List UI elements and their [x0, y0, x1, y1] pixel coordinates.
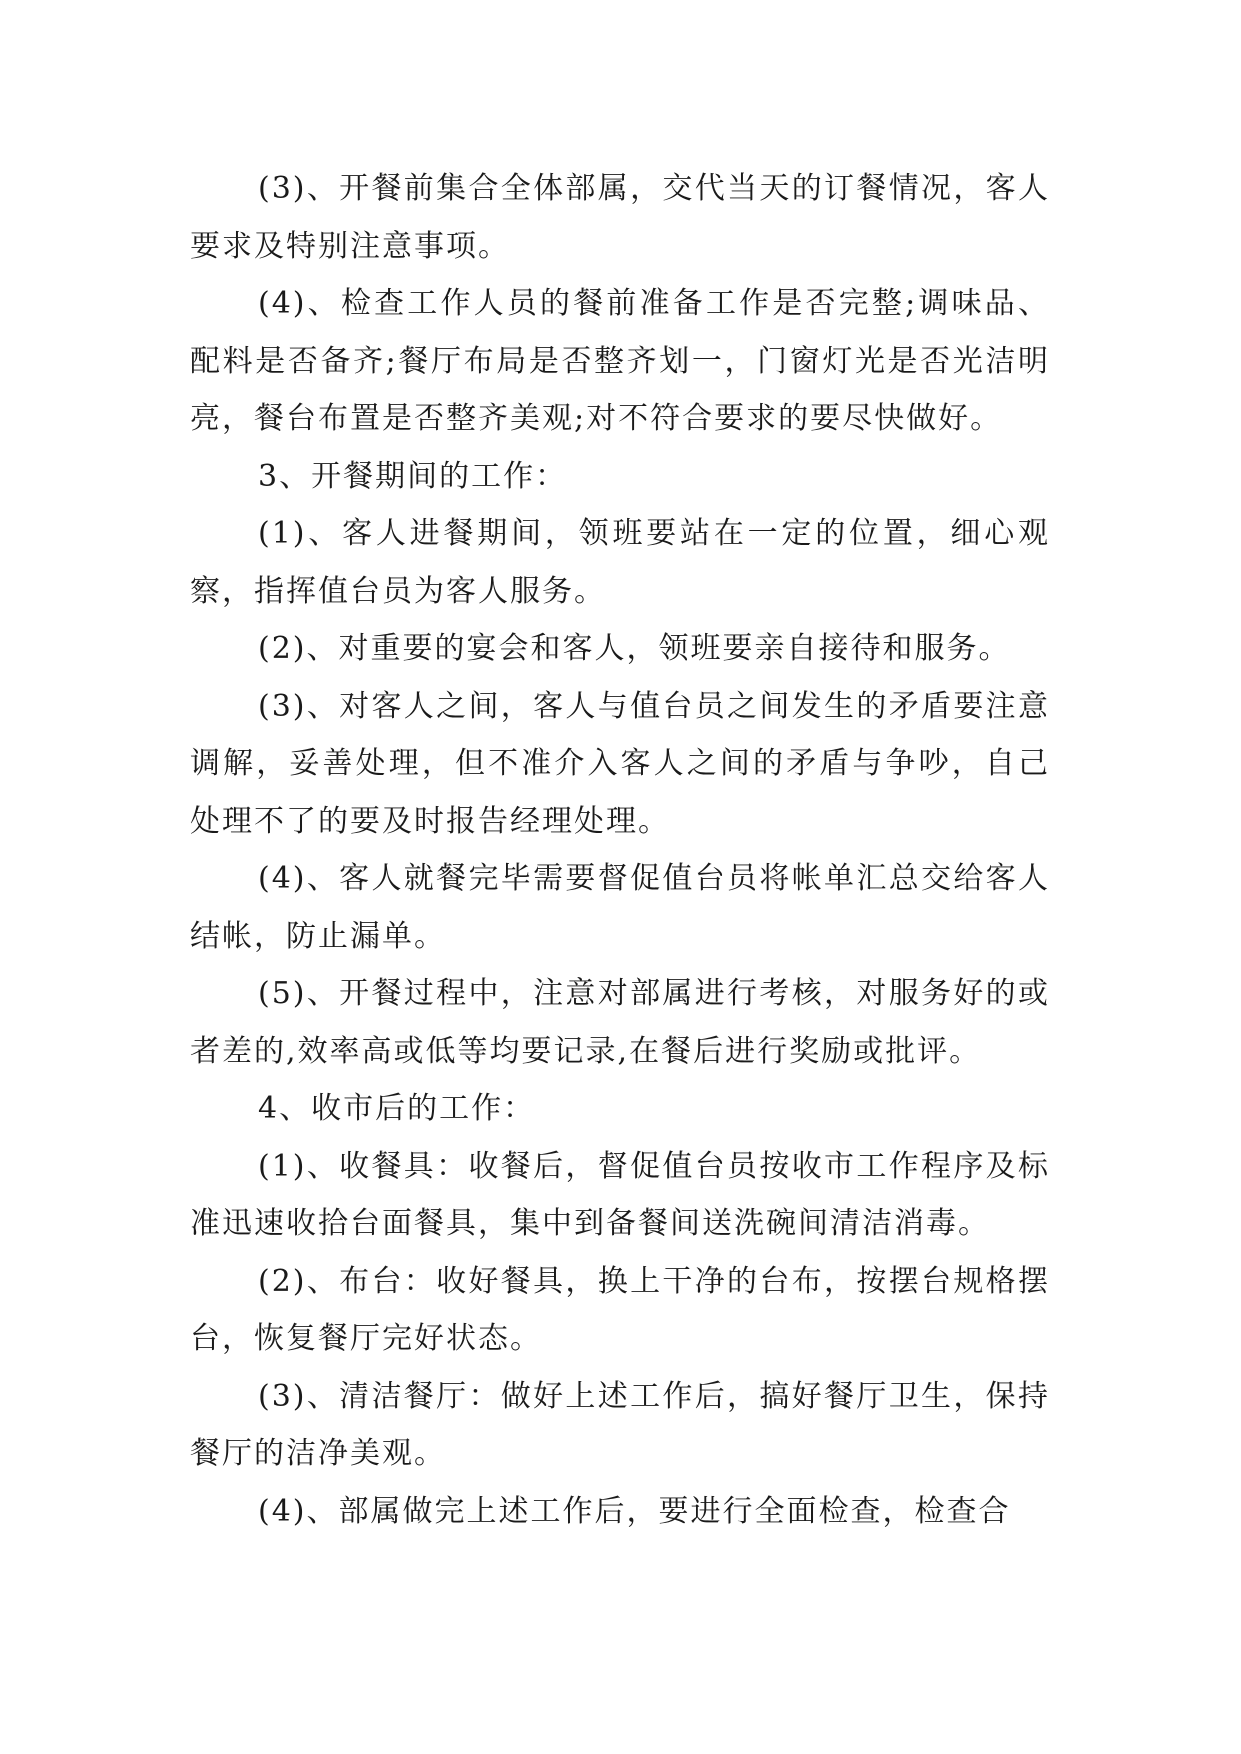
document-body	[190, 160, 1050, 1540]
paragraph-3-clean-restaurant: (3)、清洁餐厅：做好上述工作后，搞好餐厅卫生，保持餐厅的洁净美观。	[190, 1378, 1050, 1471]
paragraph-1-observe-guests: (1)、客人进餐期间，领班要站在一定的位置，细心观察，指挥值台员为客人服务。	[190, 516, 1050, 609]
paragraph-2-important-guests: (2)、对重要的宴会和客人，领班要亲自接待和服务。	[258, 631, 1011, 666]
paragraph-4-preparation-check: (4)、检查工作人员的餐前准备工作是否完整;调味品、配料是否备齐;餐厅布局是否整齐划一，门窗灯光是否光洁明亮，餐台布置是否整齐美观;对不符合要求的要尽快做好。	[190, 286, 1050, 436]
paragraph-3-conflict-mediation: (3)、对客人之间，客人与值台员之间发生的矛盾要注意调解，妥善处理，但不准介入客人之间的矛盾与争吵，自己处理不了的要及时报告经理处理。	[190, 688, 1050, 839]
section-heading-after-closing: 4、收市后的工作：	[258, 1091, 536, 1126]
paragraph-5-staff-assessment: (5)、开餐过程中，注意对部属进行考核，对服务好的或者差的,效率高或低等均要记录,在餐后进行奖励或批评。	[190, 976, 1050, 1069]
paragraph-4-final-inspection: (4)、部属做完上述工作后，要进行全面检查，检查合	[258, 1493, 1011, 1529]
paragraph-3-morning-briefing: (3)、开餐前集合全体部属，交代当天的订餐情况，客人要求及特别注意事项。	[190, 171, 1050, 264]
paragraph-4-billing: (4)、客人就餐完毕需要督促值台员将帐单汇总交给客人结帐，防止漏单。	[190, 861, 1050, 954]
section-heading-service-period: 3、开餐期间的工作：	[258, 458, 568, 494]
paragraph-1-collect-tableware: (1)、收餐具：收餐后，督促值台员按收市工作程序及标准迅速收拾台面餐具，集中到备餐间送洗碗间清洁消毒。	[190, 1148, 1050, 1241]
paragraph-2-reset-tables: (2)、布台：收好餐具，换上干净的台布，按摆台规格摆台，恢复餐厅完好状态。	[190, 1263, 1050, 1356]
